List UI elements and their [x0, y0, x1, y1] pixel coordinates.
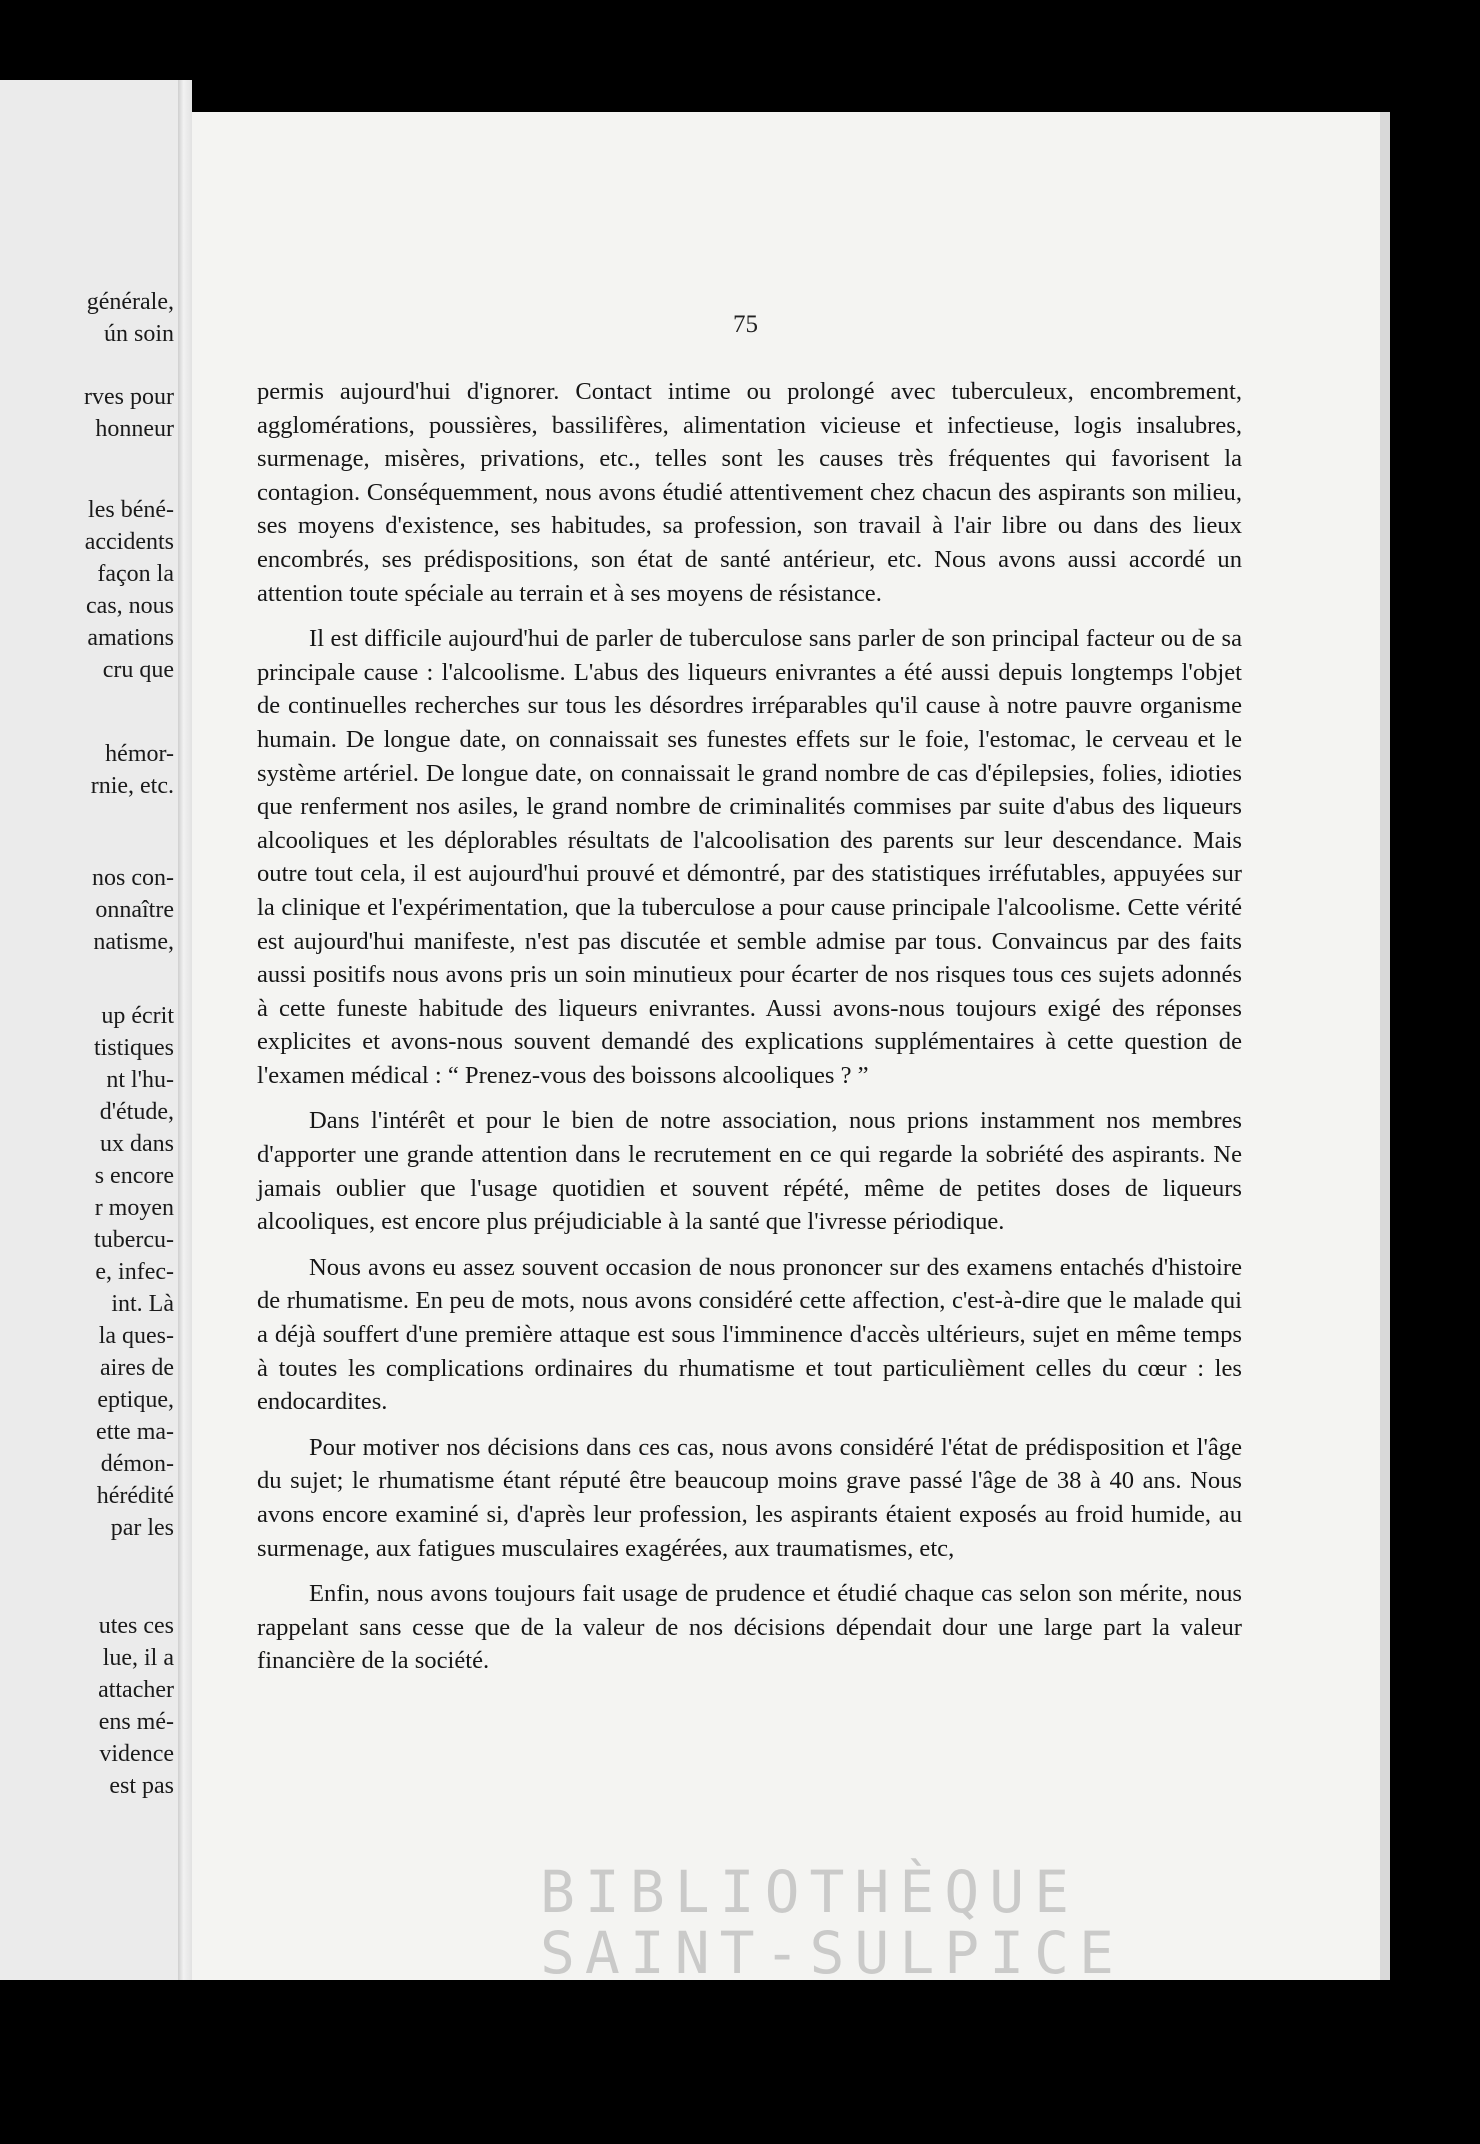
left-page-fragment: est pas — [109, 1773, 174, 1799]
paragraph-4: Nous avons eu assez souvent occasion de nous prononcer sur des examens entachés d'histoire de rhumatisme. En peu de mots, nous avons considéré cette affection, c'est-à-dire que le malade qui a déjà souffert d'une première attaque est sous l'imminence d'accès ultérieurs, sujet en même temps à toutes les complications ordinaires du rhumatisme et tout particulièment celles du cœur : les endocardites. — [257, 1253, 1242, 1416]
paragraph-3: Dans l'intérêt et pour le bien de notre association, nous prions instamment nos membres d'apporter une grande attention dans le recrutement en ce qui regarde la sobriété des aspirants. Ne jamais oublier que l'usage quotidien et souvent répété, même de petites doses de liqueurs alcooliques, est encore plus préjudiciable à la santé que l'ivresse périodique. — [257, 1107, 1242, 1236]
left-page-fragment: s encore — [94, 1163, 174, 1189]
left-page-fragment: nt l'hu- — [106, 1067, 174, 1093]
left-page-fragment: aires de — [100, 1355, 174, 1381]
left-page-fragment: façon la — [97, 561, 174, 587]
left-page-fragment: attacher — [98, 1677, 174, 1703]
left-page-fragment: ens mé- — [98, 1709, 174, 1735]
left-page-fragment: générale, — [86, 289, 174, 315]
left-page-fragment: natisme, — [93, 929, 174, 955]
left-page-fragment: tistiques — [93, 1035, 174, 1061]
library-stamp — [540, 1858, 1124, 1987]
left-page-fragment: d'étude, — [99, 1099, 174, 1125]
left-page-fragment: e, infec- — [95, 1259, 174, 1285]
page-body — [257, 375, 1242, 1690]
left-page-fragment: up écrit — [101, 1003, 174, 1029]
paragraph-5: Pour motiver nos décisions dans ces cas, nous avons considéré l'état de prédisposition et l'âge du sujet; le rhumatisme étant réputé être beaucoup moins grave passé l'âge de 38 à 40 ans. Nous avons encore examiné si, d'après leur profession, les aspirants étaient exposés au froid humide, au surmenage, aux fatigues musculaires exagérées, aux traumatismes, etc, — [257, 1433, 1242, 1562]
left-page-fragment: onnaître — [95, 897, 174, 923]
left-page-fragment: r moyen — [94, 1195, 174, 1221]
left-page-fragment: tubercu- — [94, 1227, 174, 1253]
left-page-fragment: accidents — [84, 529, 174, 555]
left-page-fragment: démon- — [100, 1451, 174, 1477]
left-page-fragment: lue, il a — [102, 1645, 174, 1671]
left-page-fragment: hérédité — [96, 1483, 174, 1509]
left-page-fragment: par les — [110, 1515, 174, 1541]
left-page-fragment: honneur — [95, 416, 174, 442]
left-page-fragment: vidence — [99, 1741, 174, 1767]
left-page — [0, 80, 178, 1980]
paragraph-2: Il est difficile aujourd'hui de parler de tuberculose sans parler de son principal facteur ou de sa principale cause : l'alcoolisme. L'abus des liqueurs enivrantes a été aussi depuis longtemps l'objet de continuelles recherches sur tous les désordres irréparables qu'il cause à notre pauvre organisme humain. De longue date, on connaissait ses funestes effets sur le foie, l'estomac, le cerveau et le système artériel. De longue date, on connaissait le grand nombre de cas d'épilepsies, folies, idioties que renferment nos asiles, le grand nombre de criminalités commises par suite d'abus des liqueurs alcooliques et les déplorables résultats de l'alcoolisation des parents sur leur descendance. Mais outre tout cela, il est aujourd'hui prouvé et démontré, par des statistiques irréfutables, appuyées sur la clinique et l'expérimentation, que la tuberculose a pour cause principale l'alcoolisme. Cette vérité est aujourd'hui manifeste, n'est pas discutée et semble admise par tous. Convaincus par des faits aussi positifs nous avons pris un soin minutieux pour écarter de nos risques tous ces sujets adonnés à cette funeste habitude des liqueurs enivrantes. Aussi avons-nous toujours exigé des réponses explicites et avons-nous souvent demandé des explications supplémentaires à cette question de l'examen médical : “ Prenez-vous des boissons alcooliques ? ” — [257, 625, 1242, 1089]
page-number: 75 — [733, 311, 758, 338]
page-edge — [1380, 112, 1390, 1980]
left-page-fragment: rves pour — [84, 384, 174, 410]
left-page-fragment: cas, nous — [86, 593, 174, 619]
stamp-line-1: BIBLIOTHÈQUE — [540, 1858, 1080, 1926]
left-page-fragment: les béné- — [88, 497, 174, 523]
left-page-fragment: int. Là — [111, 1291, 174, 1317]
left-page-fragment: rnie, etc. — [90, 773, 174, 799]
paragraph-6: Enfin, nous avons toujours fait usage de prudence et étudié chaque cas selon son mérite, nous rappelant sans cesse que de la valeur de nos décisions dépendait dour une large part la valeur financière de la société. — [257, 1580, 1242, 1675]
left-page-fragment: la ques- — [98, 1323, 174, 1349]
stamp-line-2: SAINT-SULPICE — [540, 1918, 1124, 1987]
left-page-fragment: hémor- — [105, 741, 174, 767]
left-page-fragment: amations — [87, 625, 174, 651]
left-page-fragment: cru que — [102, 657, 174, 683]
left-page-fragment: ux dans — [100, 1131, 174, 1157]
left-page-fragment: eptique, — [97, 1387, 174, 1413]
page-gutter — [178, 80, 192, 1980]
left-page-fragment: ette ma- — [96, 1419, 174, 1445]
left-page-fragment: utes ces — [98, 1613, 174, 1639]
left-page-fragment: ún soin — [103, 321, 174, 347]
paragraph-1: permis aujourd'hui d'ignorer. Contact intime ou prolongé avec tuberculeux, encombrement, agglomérations, poussières, bassilifères, alimentation vicieuse et infectieuse, logis insalubres, surmenage, misères, privations, etc., telles sont les causes très fréquentes qui favorisent la contagion. Conséquemment, nous avons étudié attentivement chez chacun des aspirants son milieu, ses moyens d'existence, ses habitudes, sa profession, son travail à l'air libre ou dans des lieux encombrés, ses prédispositions, son état de santé antérieur, etc. Nous avons aussi accordé un attention toute spéciale au terrain et à ses moyens de résistance. — [257, 378, 1242, 607]
left-page-fragment: nos con- — [92, 865, 174, 891]
